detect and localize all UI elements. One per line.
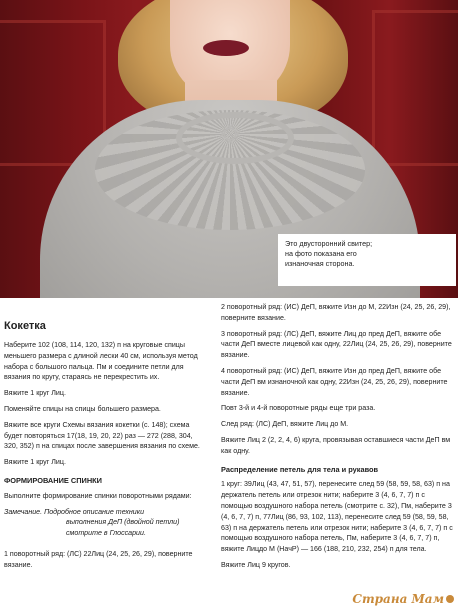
- section-title: Кокетка: [4, 320, 46, 332]
- note-line: Подробное описание техники: [44, 507, 145, 516]
- paragraph: 2 поворотный ряд: (ИС) ДеП, вяжите Изн до М, 22Изн (24, 25, 26, 29), поверните вязание.: [221, 303, 451, 322]
- caption-line: на фото показана его: [285, 249, 357, 258]
- paragraph: 1 поворотный ряд: (ЛС) 22Лиц (24, 25, 26, 29), поверните вязание.: [4, 549, 193, 569]
- paragraph: Повт 3-й и 4-й поворотные ряды еще три раза.: [221, 404, 376, 413]
- paragraph: След ряд: (ЛС) ДеП, вяжите Лиц до М.: [221, 420, 349, 429]
- note-label: Замечание.: [4, 507, 43, 516]
- paragraph: 4 поворотный ряд: (ИС) ДеП, вяжите Изн до пред ДеП, вяжите обе части ДеП вм изнаночной как одну, 22Изн (24, 25, 26, 29), поверните вязание.: [221, 366, 448, 397]
- note: [4, 507, 208, 539]
- paragraph: Вяжите 1 круг Лиц.: [4, 389, 66, 398]
- caption-line: изнаночная сторона.: [285, 259, 355, 268]
- right-column: [221, 302, 453, 576]
- sweater-collar: [176, 112, 294, 164]
- paragraph: 1 круг: 39Лиц (43, 47, 51, 57), перенесите след 59 (58, 59, 58, 63) п на держатель петель или отрезок нити; наберите 3 (4, 6, 7, 7) п с помощью воздушного набора петель (смотрите с. 32), Пм, наберите 3 (4, 6, 7, 7) п, 77Лиц (86, 93, 102, 113), перенесите след 59 (58, 59, 58, 63) п на держатель петель или отрезок нити; наберите 3 (4, 6, 7, 7) п с помощью воздушного набора петель, Пм, наберите 3 (4, 6, 7, 7) п, вяжите Лицдо М (НачР) — 166 (188, 210, 232, 254) п для тела.: [221, 480, 453, 554]
- paragraph: 3 поворотный ряд: (ЛС) ДеП, вяжите Лиц до пред ДеП, вяжите обе части ДеП вместе лицевой как одну, 22Лиц (24, 25, 26, 29), поверните вязание.: [221, 329, 452, 360]
- left-column: [4, 302, 208, 576]
- paragraph: Вяжите Лиц 2 (2, 2, 4, 6) круга, провязывая оставшиеся части ДеП вм как одну.: [221, 435, 451, 455]
- paragraph: Вяжите Лиц 9 кругов.: [221, 560, 291, 569]
- watermark-text: Страна Мам: [352, 592, 444, 606]
- note-line: смотрите в Глоссарии.: [66, 529, 146, 538]
- model-lips: [203, 40, 249, 56]
- paragraph: Вяжите все круги Схемы вязания кокетки (с. 148); схема будет повторяться 17(18, 19, 20, 22) раз — 272 (288, 304, 320, 352) п на спицах после завершения вязания по схеме.: [4, 420, 200, 451]
- sweater-photo: [0, 0, 458, 298]
- subsection-heading: ФОРМИРОВАНИЕ СПИНКИ: [4, 475, 102, 485]
- watermark-dot-icon: [446, 595, 454, 603]
- paragraph: Вяжите 1 круг Лиц.: [4, 458, 66, 467]
- paragraph: Наберите 102 (108, 114, 120, 132) п на круговые спицы меньшего размера с длиной лески 40 см, используя метод набора с большого пальца. Пм и соедините петли для вязания по кругу, стараясь не перекрестить их.: [4, 341, 198, 382]
- site-watermark: [352, 592, 454, 606]
- caption-line: Это двусторонний свитер;: [285, 239, 373, 248]
- subsection-heading: Распределение петель для тела и рукавов: [221, 464, 379, 474]
- note-line: выполнения ДеП (двойной петли): [66, 518, 180, 527]
- paragraph: Поменяйте спицы на спицы большего размера.: [4, 404, 161, 413]
- wall-panel-right: [372, 10, 458, 166]
- paragraph: Выполните формирование спинки поворотными рядами:: [4, 491, 192, 500]
- photo-caption: [278, 234, 456, 286]
